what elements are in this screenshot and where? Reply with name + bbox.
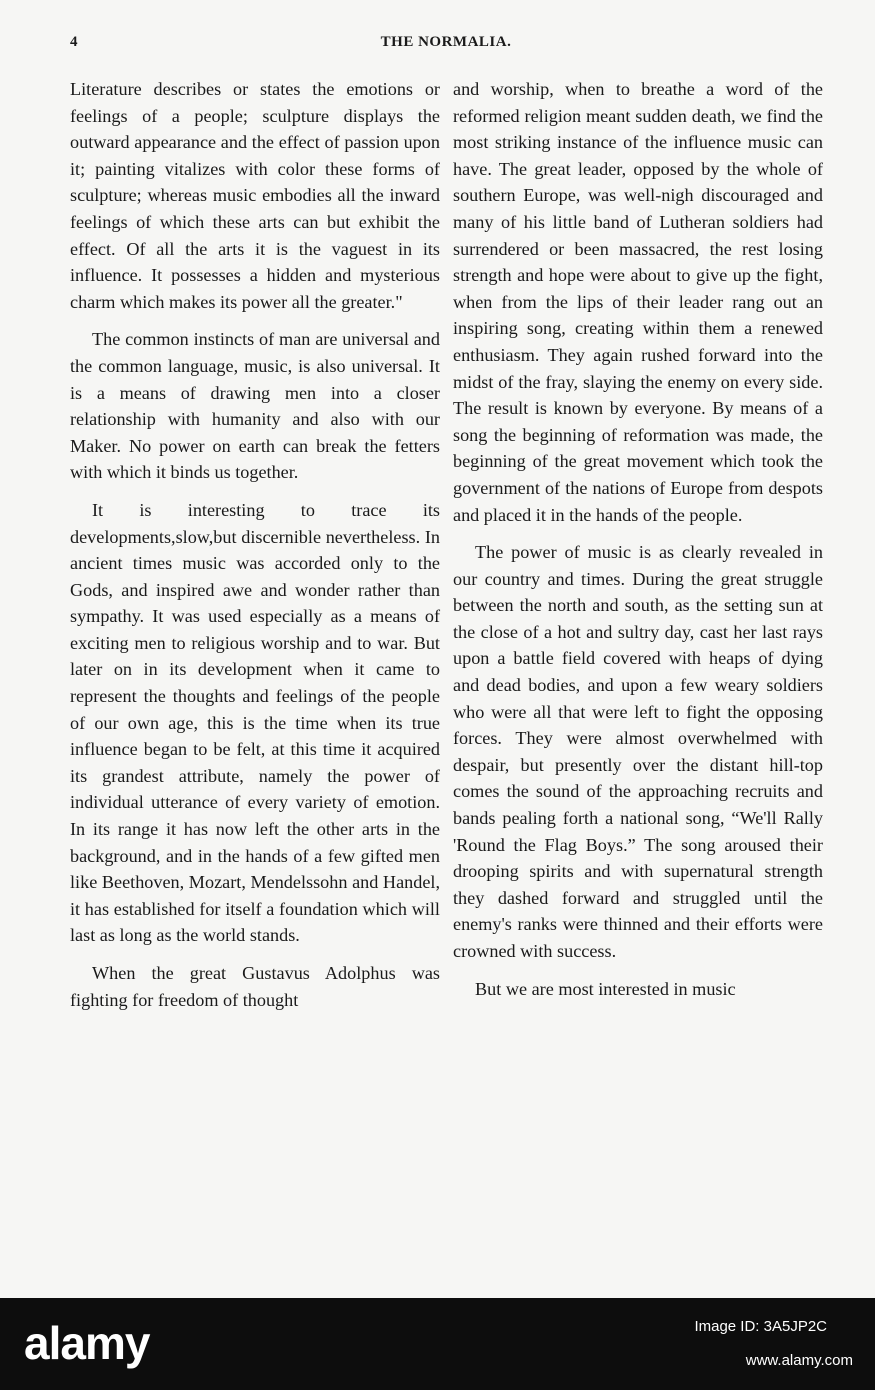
running-title: THE NORMALIA. <box>380 34 512 50</box>
stock-footer-bar <box>0 1298 875 1390</box>
left-column <box>70 76 440 1013</box>
paragraph: The power of music is as clearly revealed in our country and times. During the great struggle between the north and south, as the setting sun at the close of a hot and sultry day, cast her last rays upon a battle field covered with heaps of dying and dead bodies, and upon a few weary soldiers who were all that were left to fight the opposing forces. They were almost overwhelmed with despair, but presently over the distant hill-top comes the sound of the approaching recruits and bands pealing forth a national song, “We'll Rally 'Round the Flag Boys.” The song aroused their drooping spirits and with supernatural strength they dashed forward and struggled until the enemy's ranks were thinned and their efforts were crowned with success. <box>453 542 823 961</box>
site-url: www.alamy.com <box>745 1352 853 1369</box>
right-column <box>453 76 823 1002</box>
paragraph: The common instincts of man are universal and the common language, music, is also universal. It is a means of drawing men into a closer relationship with humanity and also with our Maker. No power on earth can break the fetters with which it binds us together. <box>70 329 440 483</box>
page-number: 4 <box>70 34 78 50</box>
alamy-logo: alamy <box>24 1317 150 1369</box>
page-header <box>70 34 822 58</box>
paragraph: It is interesting to trace its developments,slow,but discernible nevertheless. In ancient times music was accorded only to the Gods, and inspired awe and wonder rather than sympathy. It was used especially as a means of exciting men to religious worship and to war. But later on in its development when it came to represent the thoughts and feelings of the people of our own age, this is the time when its true influence began to be felt, at this time it acquired its grandest attribute, namely the power of individual utterance of every variety of emotion. In its range it has now left the other arts in the background, and in the hands of a few gifted men like Beethoven, Mozart, Mendelssohn and Handel, it has established for itself a foundation which will last as long as the world stands. <box>70 499 440 946</box>
paragraph: Literature describes or states the emotions or feelings of a people; sculpture displays the outward appearance and the effect of passion upon it; painting vitalizes with color these forms of sculpture; whereas music embodies all the inward feelings of which these arts can but exhibit the effect. Of all the arts it is the vaguest in its influence. It possesses a hidden and mysterious charm which makes its power all the greater." <box>70 79 440 312</box>
paragraph: But we are most interested in music <box>475 978 736 999</box>
paragraph: When the great Gustavus Adolphus was fighting for freedom of thought <box>70 963 440 1010</box>
image-reference: Image ID: 3A5JP2C <box>694 1318 827 1335</box>
paragraph: and worship, when to breathe a word of the reformed religion meant sudden death, we find the most striking instance of the influence music can have. The great leader, opposed by the whole of southern Europe, was well-nigh discouraged and many of his little band of Lutheran soldiers had surrendered or been massacred, the rest losing strength and hope were about to give up the fight, when from the lips of their leader rang out an inspiring song, creating within them a renewed enthusiasm. They again rushed forward into the midst of the fray, slaying the enemy on every side. The result is known by everyone. By means of a song the beginning of reformation was made, the beginning of the great movement which took the government of the nations of Europe from despots and placed it in the hands of the people. <box>453 79 823 525</box>
